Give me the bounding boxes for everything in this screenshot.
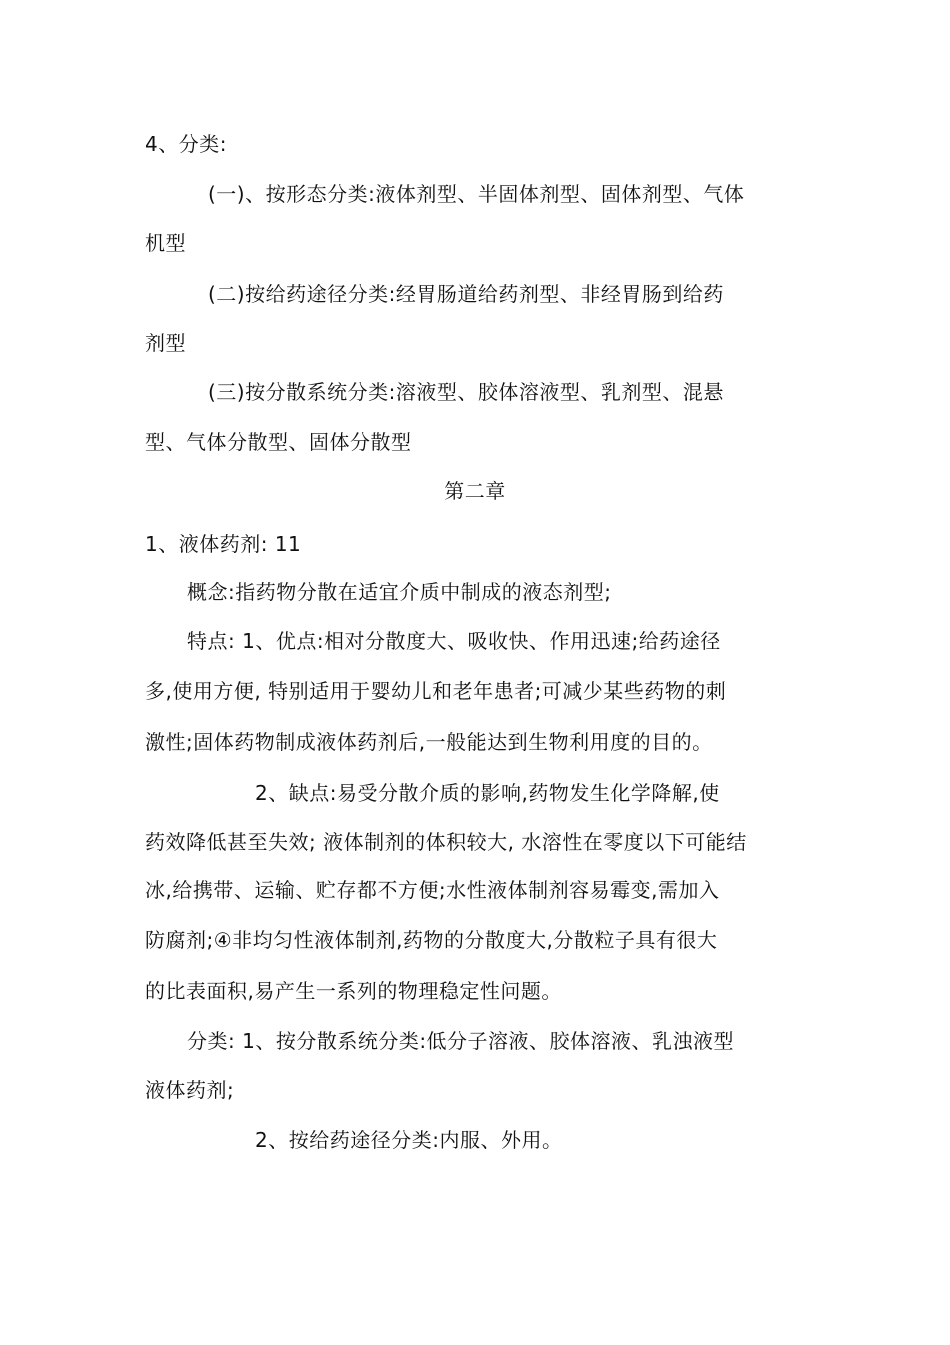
- disadvantages-line-1: 2、缺点:易受分散介质的影响,药物发生化学降解,使: [255, 781, 720, 805]
- liquid-preparations-title: 1、液体药剂: 11: [145, 532, 302, 556]
- classification-item-1-line-1: (一)、按形态分类:液体剂型、半固体剂型、固体剂型、气体: [208, 182, 745, 206]
- section-title-classification: 4、分类:: [145, 132, 227, 156]
- disadvantages-line-4: 防腐剂;④非均匀性液体制剂,药物的分散度大,分散粒子具有很大: [145, 928, 718, 952]
- classification-item-3-line-2: 型、气体分散型、固体分散型: [145, 430, 412, 454]
- features-line-3: 激性;固体药物制成液体药剂后,一般能达到生物利用度的目的。: [145, 730, 713, 754]
- features-line-2: 多,使用方便, 特别适用于婴幼儿和老年患者;可减少某些药物的刺: [145, 679, 727, 703]
- disadvantages-line-3: 冰,给携带、运输、贮存都不方便;水性液体制剂容易霉变,需加入: [145, 878, 720, 902]
- classification-item-1-line-2: 机型: [145, 231, 186, 255]
- concept-paragraph: 概念:指药物分散在适宜介质中制成的液态剂型;: [187, 580, 612, 604]
- chapter-title: 第二章: [444, 479, 506, 503]
- classification-line-2: 液体药剂;: [145, 1078, 235, 1102]
- classification-item-3-line-1: (三)按分散系统分类:溶液型、胶体溶液型、乳剂型、混悬: [208, 380, 724, 404]
- classification-item-2-line-2: 剂型: [145, 331, 186, 355]
- classification-line-1: 分类: 1、按分散系统分类:低分子溶液、胶体溶液、乳浊液型: [187, 1029, 735, 1053]
- classification-item-2-line-1: (二)按给药途径分类:经胃肠道给药剂型、非经胃肠到给药: [208, 282, 724, 306]
- features-line-1: 特点: 1、优点:相对分散度大、吸收快、作用迅速;给药途径: [187, 629, 721, 653]
- disadvantages-line-5: 的比表面积,易产生一系列的物理稳定性问题。: [145, 979, 562, 1003]
- classification-line-3: 2、按给药途径分类:内服、外用。: [255, 1128, 563, 1152]
- disadvantages-line-2: 药效降低甚至失效; 液体制剂的体积较大, 水溶性在零度以下可能结: [145, 830, 747, 854]
